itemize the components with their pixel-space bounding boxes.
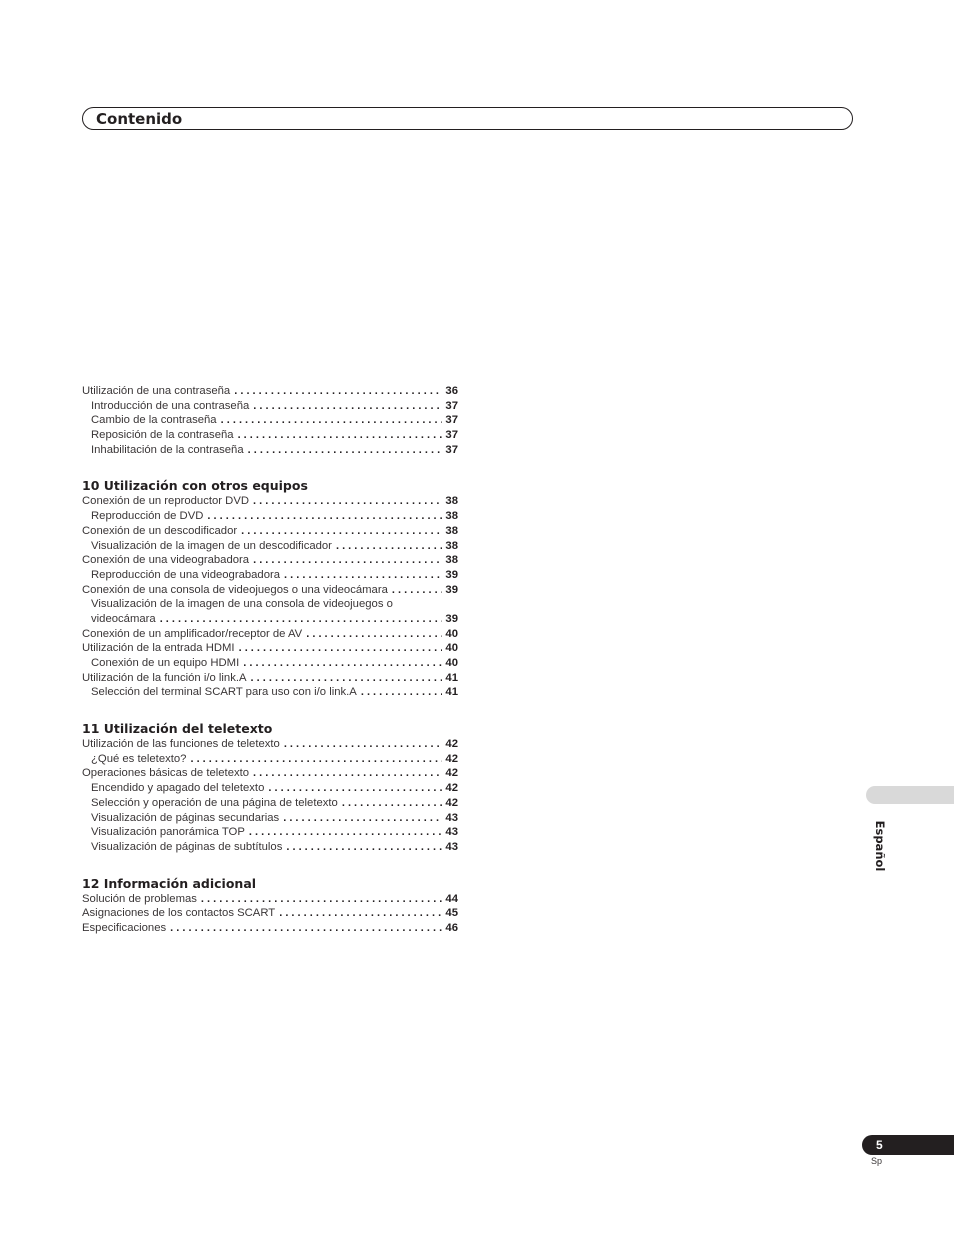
section-heading: 12 Información adicional (82, 875, 257, 891)
toc-entry-label: Conexión de una consola de videojuegos o una videocámara (82, 583, 388, 596)
toc-entry[interactable] (82, 568, 458, 583)
dot-leader (230, 384, 442, 399)
section-heading: 10 Utilización con otros equipos (82, 478, 308, 494)
dot-leader (197, 892, 442, 907)
toc-entry-page: 41 (445, 671, 458, 684)
dot-leader (357, 685, 442, 700)
toc-entry-label: Solución de problemas (82, 892, 197, 905)
header-bar (82, 107, 853, 130)
toc-entry-page: 37 (445, 399, 458, 412)
toc-entry[interactable] (82, 825, 458, 840)
dot-leader (234, 428, 442, 443)
toc-entry[interactable] (82, 384, 458, 399)
toc-entry[interactable] (82, 413, 458, 428)
dot-leader (279, 811, 442, 826)
toc-entry[interactable] (82, 443, 458, 458)
toc-entry-label: Reproducción de una videograbadora (91, 568, 281, 581)
dot-leader (166, 921, 442, 936)
page-number-tab (862, 1135, 954, 1155)
toc-entry-page: 42 (445, 782, 458, 795)
toc-entry[interactable] (82, 737, 458, 752)
table-of-contents (82, 384, 458, 936)
toc-entry-label: Utilización de la función i/o link.A (82, 671, 247, 684)
dot-leader (332, 539, 442, 554)
toc-entry-label: Introducción de una contraseña (91, 399, 250, 412)
toc-entry-page: 38 (445, 510, 458, 523)
toc-entry-label: Encendido y apagado del teletexto (91, 782, 265, 795)
toc-entry-page: 40 (445, 642, 458, 655)
language-tab (866, 786, 954, 804)
toc-entry-page: 38 (445, 524, 458, 537)
toc-entry-label: Selección y operación de una página de teletexto (91, 796, 338, 809)
toc-entry-page: 42 (445, 738, 458, 751)
toc-entry-label: Operaciones básicas de teletexto (82, 767, 250, 780)
toc-entry-label: Inhabilitación de la contraseña (91, 443, 244, 456)
toc-entry-label: ¿Qué es teletexto? (91, 752, 187, 765)
toc-entry[interactable] (82, 766, 458, 781)
toc-entry-page: 40 (445, 627, 458, 640)
dot-leader (237, 524, 442, 539)
toc-entry-page: 39 (445, 583, 458, 596)
dot-leader (280, 568, 442, 583)
toc-entry-label: Visualización de páginas de subtítulos (91, 840, 283, 853)
dot-leader (245, 825, 442, 840)
toc-entry-label: videocámara (91, 612, 156, 625)
toc-entry-label: Especificaciones (82, 921, 167, 934)
toc-entry-label: Utilización de una contraseña (82, 385, 231, 397)
toc-entry-page: 39 (445, 612, 458, 625)
dot-leader (244, 443, 442, 458)
toc-entry-page: 45 (445, 907, 458, 920)
toc-entry-page: 42 (445, 752, 458, 765)
dot-leader (249, 766, 442, 781)
dot-leader (275, 906, 442, 921)
toc-entry[interactable] (82, 811, 458, 826)
toc-entry[interactable] (82, 553, 458, 568)
toc-entry-page: 37 (445, 429, 458, 442)
toc-entry-page: 39 (445, 568, 458, 581)
toc-entry[interactable] (82, 796, 458, 811)
dot-leader (217, 413, 442, 428)
dot-leader (247, 671, 442, 686)
dot-leader (239, 656, 442, 671)
toc-entry[interactable] (82, 685, 458, 700)
toc-entry-label: Conexión de un equipo HDMI (91, 657, 240, 669)
toc-entry-page: 36 (445, 385, 458, 397)
toc-entry-page: 37 (445, 414, 458, 427)
toc-entry-page: 38 (445, 495, 458, 508)
toc-entry-page: 40 (445, 657, 458, 669)
toc-entry-page: 38 (445, 554, 458, 567)
toc-entry[interactable] (82, 627, 458, 642)
toc-entry-page: 43 (445, 811, 458, 824)
toc-entry-label: Utilización de la entrada HDMI (82, 642, 235, 655)
toc-section (82, 720, 458, 855)
dot-leader (264, 781, 442, 796)
toc-section (82, 384, 458, 457)
toc-entry-page: 42 (445, 796, 458, 809)
toc-entry[interactable] (82, 906, 458, 921)
page-number: 5 (876, 1138, 883, 1152)
page-language-code: Sp (871, 1156, 883, 1166)
toc-entry[interactable] (82, 671, 458, 686)
toc-section (82, 477, 458, 700)
toc-entry-label: Conexión de un descodificador (82, 524, 238, 537)
toc-entry-page: 43 (445, 840, 458, 853)
toc-entry-label: Utilización de las funciones de teletexto (82, 738, 280, 751)
toc-entry-page: 43 (445, 826, 458, 839)
toc-entry-label: Visualización de la imagen de un descodificador (91, 539, 332, 552)
toc-entry[interactable] (82, 494, 458, 509)
toc-entry-page: 37 (445, 443, 458, 456)
toc-entry[interactable] (82, 524, 458, 539)
toc-entry-label: Conexión de un reproductor DVD (82, 495, 250, 508)
toc-entry[interactable] (82, 752, 458, 767)
toc-entry-label: Reproducción de DVD (91, 510, 204, 523)
toc-entry-label: Selección del terminal SCART para uso con i/o link.A (91, 686, 357, 699)
toc-entry-page: 42 (445, 767, 458, 780)
toc-entry[interactable] (82, 399, 458, 414)
toc-entry-page: 44 (445, 892, 458, 905)
page-title: Contenido (96, 110, 183, 128)
toc-entry-label: Reposición de la contraseña (91, 429, 234, 442)
dot-leader (203, 509, 442, 524)
dot-leader (156, 612, 442, 627)
dot-leader (249, 399, 442, 414)
dot-leader (280, 737, 442, 752)
dot-leader (249, 553, 442, 568)
toc-entry-label: Visualización panorámica TOP (91, 826, 245, 839)
language-label: Español (873, 820, 887, 872)
toc-entry[interactable] (82, 597, 458, 612)
dot-leader (282, 840, 442, 855)
dot-leader (249, 494, 442, 509)
toc-entry-label: Conexión de una videograbadora (82, 554, 250, 567)
toc-entry[interactable] (82, 892, 458, 907)
toc-entry[interactable] (82, 641, 458, 656)
toc-entry[interactable] (82, 840, 458, 855)
toc-entry-continuation[interactable] (82, 612, 458, 627)
dot-leader (388, 583, 442, 598)
dot-leader (302, 627, 442, 642)
dot-leader (235, 641, 442, 656)
toc-entry[interactable] (82, 428, 458, 443)
toc-entry[interactable] (82, 921, 458, 936)
toc-section (82, 875, 458, 936)
toc-entry[interactable] (82, 656, 458, 671)
toc-entry[interactable] (82, 583, 458, 598)
toc-entry-page: 38 (445, 539, 458, 552)
toc-entry-label: Cambio de la contraseña (91, 414, 217, 427)
toc-entry-label: Asignaciones de los contactos SCART (82, 907, 276, 920)
toc-entry-label: Visualización de la imagen de una consola de videojuegos o (91, 598, 393, 611)
toc-entry-label: Visualización de páginas secundarias (91, 811, 280, 824)
toc-entry-page: 46 (445, 921, 458, 934)
toc-entry[interactable] (82, 781, 458, 796)
toc-entry[interactable] (82, 539, 458, 554)
dot-leader (338, 796, 442, 811)
section-heading: 11 Utilización del teletexto (82, 721, 273, 737)
dot-leader (186, 752, 442, 767)
toc-entry[interactable] (82, 509, 458, 524)
toc-entry-label: Conexión de un amplificador/receptor de AV (82, 627, 303, 640)
toc-entry-page: 41 (445, 686, 458, 699)
